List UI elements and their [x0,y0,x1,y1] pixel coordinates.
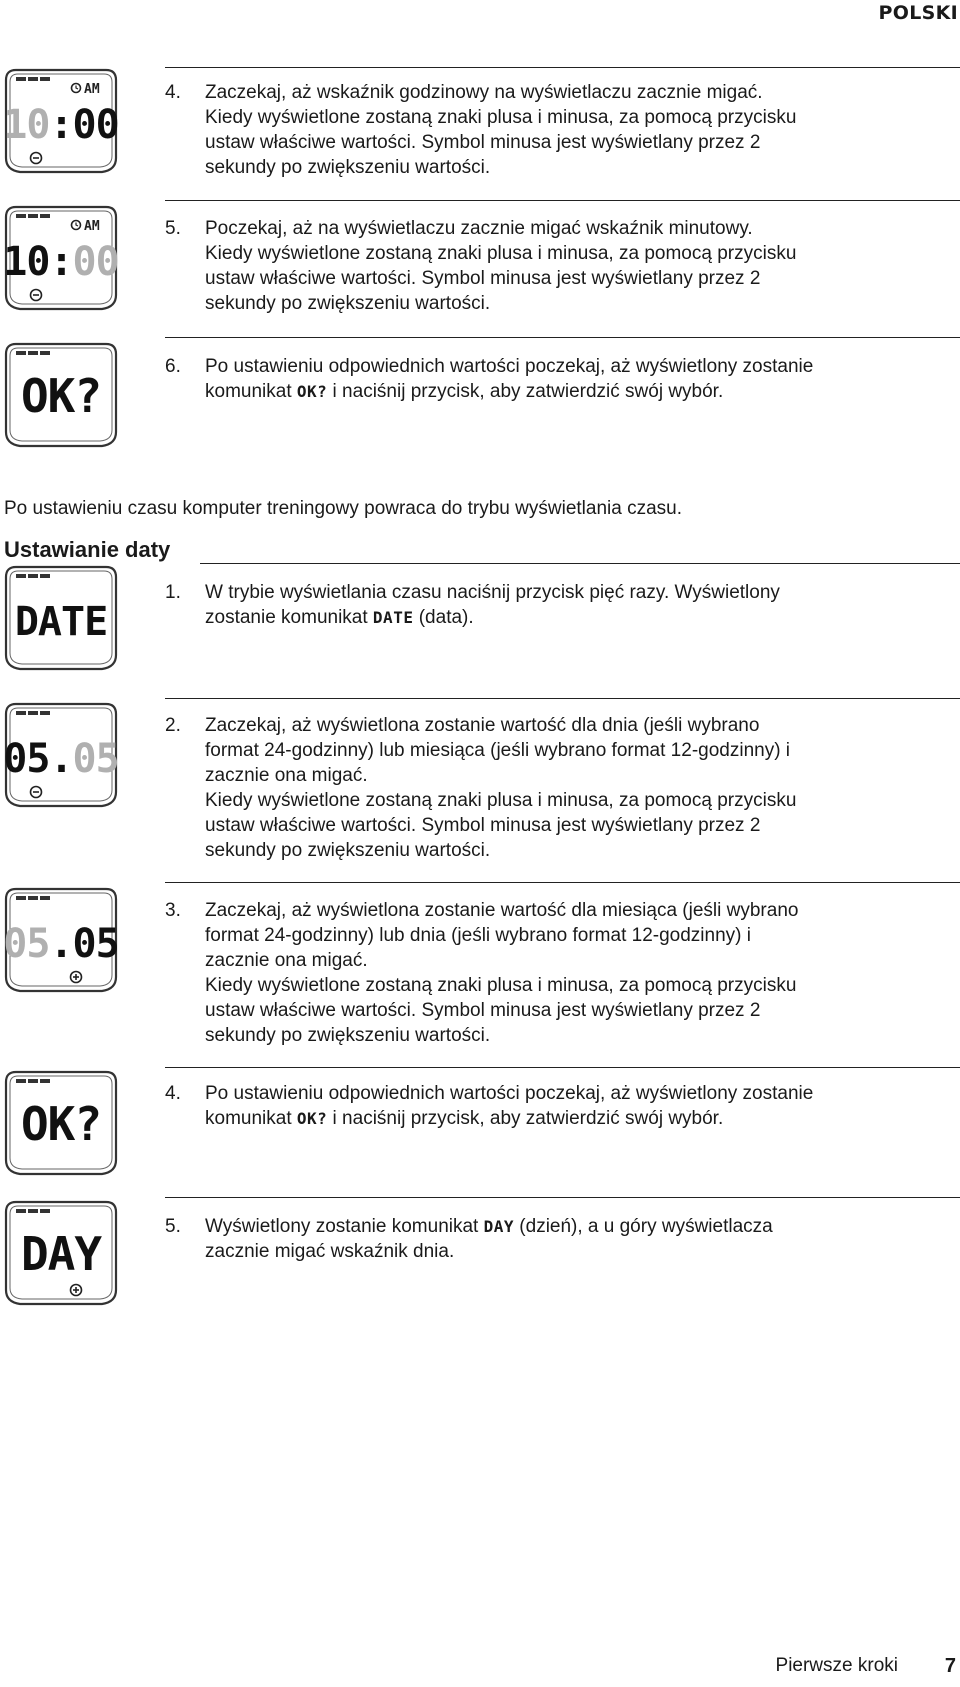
section-title: Ustawianie daty [4,537,171,562]
device-display-illustration [2,66,120,178]
step-item [165,216,815,316]
top-indicators [16,214,50,218]
step-text [205,898,815,1048]
text-run: (dzień), a u góry wyświetlacza zacznie migać wskaźnik dnia. [205,1216,773,1262]
step-number: 6. [165,356,181,377]
step-item [165,1214,815,1264]
display-main-readout: DAY [20,1227,102,1281]
device-display-illustration [2,885,120,997]
step-number: 5. [165,1216,181,1237]
device-display-svg [2,1068,120,1180]
device-display-svg [2,1198,120,1310]
text-run: Kiedy wyświetlone zostaną znaki plusa i minusa, za pomocą przycisku ustaw właściwe wartości. Symbol minusa jest wyświetlany przez 2 sekundy po zwiększeniu wartości. [205,790,797,861]
step-text [205,354,815,404]
step-text [205,80,815,180]
top-indicators [16,77,50,81]
top-indicators [16,896,50,900]
step-number: 1. [165,582,181,603]
divider [165,337,960,338]
step-text [205,580,815,630]
footer-section-name: Pierwsze kroki [775,1655,898,1676]
divider [165,67,960,68]
step-number: 5. [165,218,181,239]
page-number: 7 [944,1655,956,1677]
text-run: Wyświetlony zostanie komunikat [205,1216,484,1237]
step-text [205,1214,815,1264]
section-divider [200,563,960,564]
top-indicators [16,1079,50,1083]
display-main-readout: 10:00 [3,102,119,148]
step-number: 3. [165,900,181,921]
text-run: Poczekaj, aż na wyświetlaczu zacznie migać wskaźnik minutowy. [205,218,753,239]
device-display-svg [2,885,120,997]
step-number: 4. [165,82,181,103]
step-number: 4. [165,1083,181,1104]
divider [165,1197,960,1198]
step-item [165,80,815,180]
step-item [165,713,815,863]
step-text [205,713,815,863]
top-indicators [16,574,50,578]
divider [165,698,960,699]
top-indicators [16,711,50,715]
display-main-readout: 05.05 [3,736,119,782]
device-display-illustration [2,203,120,315]
step-text [205,216,815,316]
device-display-svg [2,700,120,812]
divider [165,1067,960,1068]
device-display-svg [2,563,120,675]
device-display-svg [2,66,120,178]
ampm-indicator: AM [84,82,100,97]
display-main-readout: 05.05 [3,921,119,967]
step-number: 2. [165,715,181,736]
text-run: i naciśnij przycisk, aby zatwierdzić swój wybór. [327,1108,724,1129]
device-display-illustration [2,563,120,675]
display-message: DATE [372,608,414,627]
device-display-illustration [2,1068,120,1180]
text-run: Po ustawieniu odpowiednich wartości poczekaj, aż wyświetlony zostanie komunikat [205,1083,814,1129]
display-main-readout: 10:00 [3,239,119,285]
language-label: POLSKI [878,2,958,24]
step-item [165,1081,815,1131]
device-display-svg [2,203,120,315]
display-main-readout: OK? [20,1097,102,1151]
step-item [165,898,815,1048]
device-display-illustration [2,700,120,812]
display-main-readout: OK? [20,369,102,423]
paragraph: Po ustawieniu czasu komputer treningowy powraca do trybu wyświetlania czasu. [4,498,682,519]
display-message: OK? [296,1109,328,1128]
display-main-readout: DATE [14,599,108,645]
device-display-svg [2,340,120,452]
ampm-indicator: AM [84,219,100,234]
text-run: Kiedy wyświetlone zostaną znaki plusa i minusa, za pomocą przycisku ustaw właściwe wartości. Symbol minusa jest wyświetlany przez 2 sekundy po zwiększeniu wartości. [205,975,797,1046]
step-item [165,354,815,404]
text-run: Po ustawieniu odpowiednich wartości poczekaj, aż wyświetlony zostanie komunikat [205,356,814,402]
text-run: Zaczekaj, aż wskaźnik godzinowy na wyświetlaczu zacznie migać. Kiedy wyświetlone zostaną znaki plusa i minusa, za pomocą przycisku ustaw właściwe wartości. Symbol minusa jest wyświetlany przez 2 sekundy po zwiększeniu wartości. [205,82,797,178]
divider [165,882,960,883]
display-message: OK? [296,382,328,401]
display-message: DAY [483,1217,515,1236]
top-indicators [16,1209,50,1213]
text-run: Kiedy wyświetlone zostaną znaki plusa i minusa, za pomocą przycisku ustaw właściwe wartości. Symbol minusa jest wyświetlany przez 2 sekundy po zwiększeniu wartości. [205,243,797,314]
device-display-illustration [2,1198,120,1310]
divider [165,200,960,201]
device-display-illustration [2,340,120,452]
text-run: i naciśnij przycisk, aby zatwierdzić swój wybór. [327,381,724,402]
text-run: (data). [413,607,474,628]
text-run: W trybie wyświetlania czasu naciśnij przycisk pięć razy. Wyświetlony zostanie komunikat [205,582,780,628]
top-indicators [16,351,50,355]
text-run: Zaczekaj, aż wyświetlona zostanie wartość dla miesiąca (jeśli wybrano format 24-godzinny) lub dnia (jeśli wybrano format 12-godzinny) i zacznie ona migać. [205,900,799,971]
step-item [165,580,815,630]
text-run: Zaczekaj, aż wyświetlona zostanie wartość dla dnia (jeśli wybrano format 24-godzinny) lub miesiąca (jeśli wybrano format 12-godzinny) i zacznie ona migać. [205,715,791,786]
step-text [205,1081,815,1131]
